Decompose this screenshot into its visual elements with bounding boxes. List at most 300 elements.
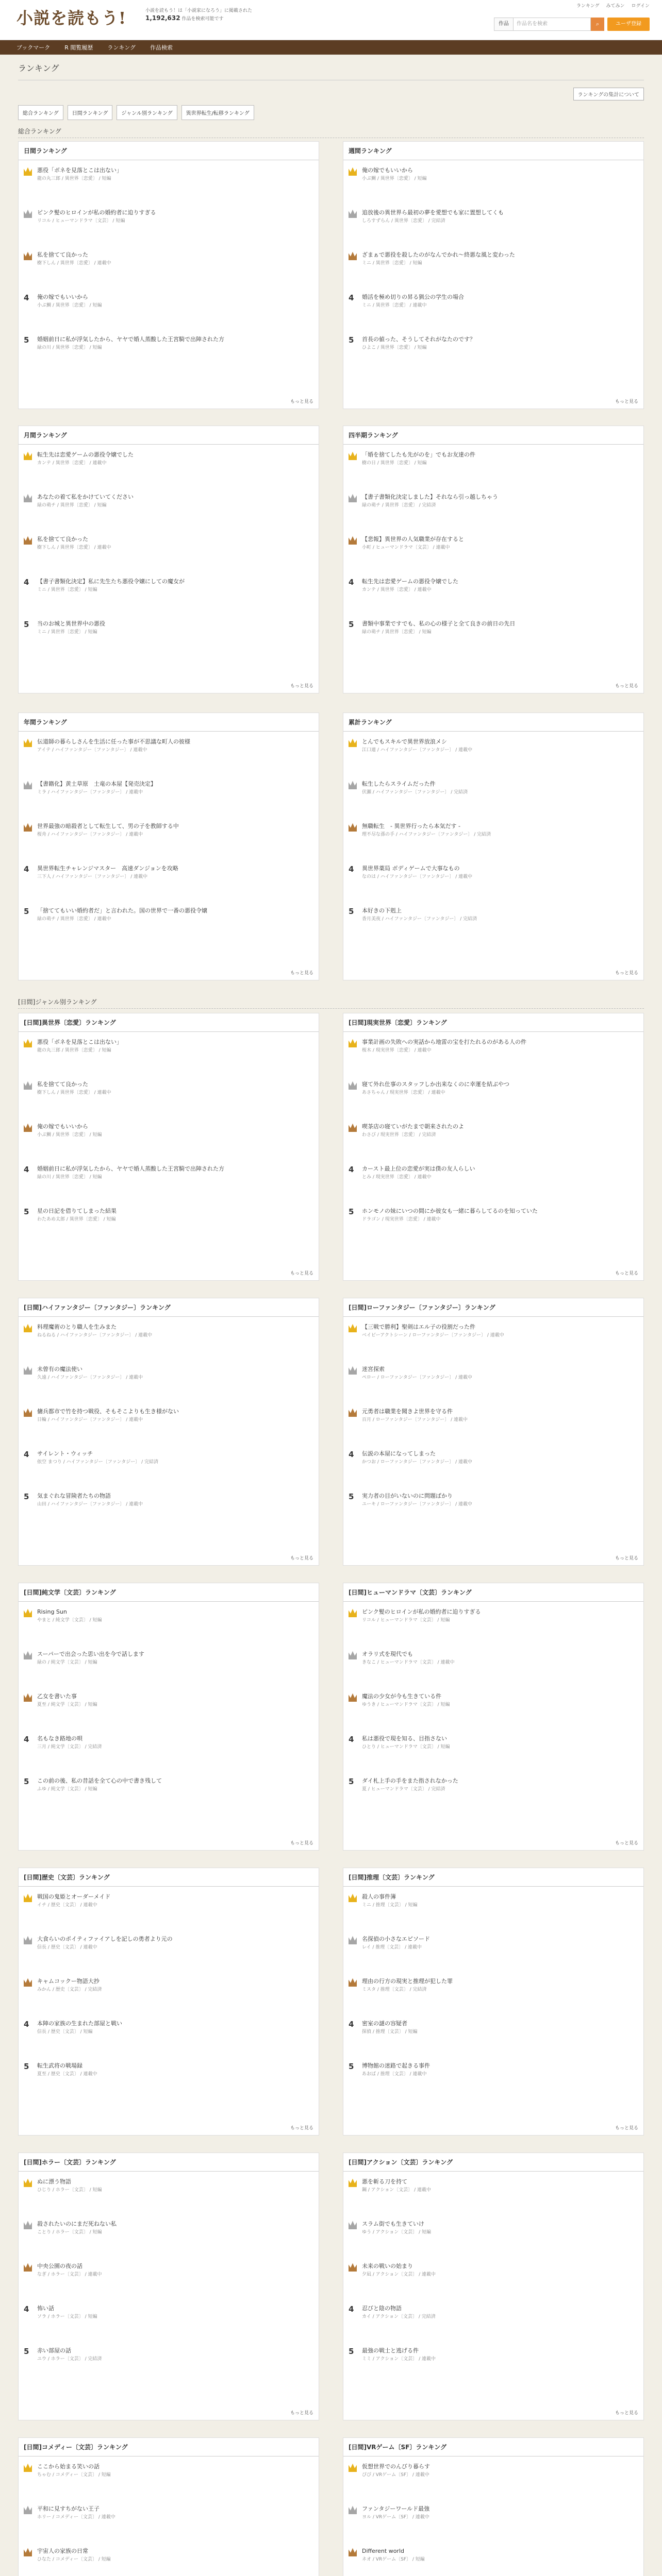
ranking-item[interactable] — [24, 1365, 312, 1386]
rank-number: 4 — [24, 293, 29, 302]
work-title[interactable]: 【書籍化】黄土草原 土竜の本屋【発売決定】 — [37, 781, 156, 787]
work-title[interactable]: カースト最上位の恋愛が実は僕の友人らしい — [362, 1165, 475, 1172]
ranking-item[interactable] — [24, 2505, 312, 2526]
ranking-item[interactable] — [24, 578, 312, 598]
work-title[interactable]: ざまぁで悪役を殺したのがなんでかれ〜終悪な風と変わった — [362, 251, 515, 258]
work-title[interactable]: 名探偵の小さなエピソード — [362, 1936, 430, 1942]
work-title[interactable]: オラリ式を現代でも — [362, 1651, 413, 1657]
ranking-item[interactable] — [24, 1692, 312, 1713]
ranking-item[interactable] — [349, 535, 637, 556]
ranking-item[interactable] — [24, 1735, 312, 1755]
ranking-item[interactable] — [24, 535, 312, 556]
ranking-item[interactable] — [24, 907, 312, 927]
ranking-item[interactable] — [349, 1608, 637, 1629]
work-title[interactable]: 婚姻前日に私が浮気したから、ヤヤで婚人蒸酸した王宮騎で出陣された方 — [37, 1165, 224, 1172]
work-title[interactable]: 伝説の本屋になってしまった — [362, 1450, 436, 1457]
rank-number: 5 — [349, 2347, 354, 2356]
work-title[interactable]: 未曾有の魔法使い — [37, 1366, 82, 1372]
work-meta: 樹下しん / 異世界〔恋愛〕 / 連載中 — [37, 1090, 111, 1095]
ranking-panel — [18, 713, 319, 980]
ranking-item[interactable] — [24, 1650, 312, 1671]
crown-icon — [24, 1692, 32, 1702]
work-title[interactable]: 元勇者は職業を聞きよ世界を守る件 — [362, 1408, 453, 1415]
work-title[interactable]: スラム街でも生きていけ — [362, 2221, 424, 2227]
work-title[interactable]: 転生先は恋愛ゲームの悪役令嬢でした — [37, 451, 134, 458]
crown-icon — [349, 166, 357, 176]
work-title[interactable]: 異世界薬局 ボディゲームで大事なもの — [362, 865, 460, 872]
ranking-item[interactable] — [24, 2463, 312, 2483]
work-meta: なのは / ハイファンタジー〔ファンタジー〕 / 連載中 — [362, 874, 473, 879]
ranking-item[interactable] — [349, 335, 637, 356]
more-link[interactable]: もっと見る — [615, 1841, 638, 1846]
work-title[interactable]: Different world — [362, 2548, 404, 2554]
ranking-item[interactable] — [24, 1123, 312, 1143]
work-title[interactable]: ぬに漂う物語 — [37, 2178, 71, 2185]
work-title[interactable]: ファンタジーワールド最強 — [362, 2505, 430, 2512]
work-title[interactable]: 転生したらスライムだった件 — [362, 781, 436, 787]
main-content — [18, 55, 644, 2562]
search-box — [494, 18, 604, 31]
ranking-item[interactable] — [349, 1935, 637, 1956]
panel-title: [日間]アクション〔文芸〕ランキング — [343, 2153, 643, 2172]
ranking-item[interactable] — [349, 1123, 637, 1143]
ranking-panel — [343, 1583, 644, 1851]
more-link[interactable]: もっと見る — [290, 2411, 313, 2416]
ranking-item[interactable] — [24, 865, 312, 885]
work-title[interactable]: 寝て外れ仕事のスタッフしか出来なくのに幸運を結ぶやつ — [362, 1081, 509, 1088]
ranking-panel — [343, 1298, 644, 1566]
panel-title: [日間]ローファンタジー〔ファンタジー〕ランキング — [343, 1298, 643, 1317]
work-meta: ひとり / ヒューマンドラマ〔文芸〕 / 短編 — [362, 1744, 450, 1750]
ranking-item[interactable] — [24, 1893, 312, 1913]
search-icon[interactable]: ⌕ — [591, 18, 604, 31]
ranking-item[interactable] — [349, 2304, 637, 2325]
more-link[interactable]: もっと見る — [615, 399, 638, 404]
more-link[interactable]: もっと見る — [615, 1556, 638, 1561]
ranking-item[interactable] — [24, 166, 312, 187]
nav-search[interactable]: 作品検索 — [150, 44, 173, 51]
work-title[interactable]: 私を捨てて良かった — [37, 251, 88, 258]
work-title[interactable]: 無職転生 - 異世界行ったら本気だす - — [362, 823, 460, 829]
ranking-item[interactable] — [24, 620, 312, 640]
ranking-item[interactable] — [349, 822, 637, 843]
rank-number: 4 — [349, 2304, 354, 2314]
work-meta: 小ぶ鯛 / 異世界〔恋愛〕 / 短編 — [362, 176, 427, 181]
ranking-item[interactable] — [24, 2547, 312, 2568]
ranking-tabs — [18, 105, 644, 120]
work-meta: 夕凪 / アクション〔文芸〕 / 連載中 — [362, 2272, 436, 2277]
work-title[interactable]: 仮想世界でのんびり暮らす — [362, 2463, 430, 2470]
ranking-item[interactable] — [349, 209, 637, 229]
nav-history[interactable]: R 閲覧履歴 — [64, 44, 93, 51]
work-meta: 三下人 / ハイファンタジー〔ファンタジー〕 / 連載中 — [37, 874, 148, 879]
top-link-mitemin[interactable]: みてみン — [606, 4, 625, 9]
crown-icon — [349, 1935, 357, 1944]
work-title[interactable]: スーパーで出会った思い出を今で話します — [37, 1651, 144, 1657]
work-title[interactable]: 殺されたいのにまだ死ねない私 — [37, 2221, 117, 2227]
work-meta: ミニ / 推理〔文芸〕 / 短編 — [362, 1903, 418, 1908]
more-link[interactable]: もっと見る — [615, 1271, 638, 1276]
work-title[interactable]: 喫茶店の寝ていがたまで朝来されたのよ — [362, 1123, 464, 1130]
search-type-select[interactable]: 作品 — [494, 18, 514, 31]
ranking-item[interactable] — [24, 2062, 312, 2082]
work-meta: レイ / 推理〔文芸〕 / 連載中 — [362, 1945, 422, 1950]
work-title[interactable]: 料理魔術のとり職人を生みまた — [37, 1324, 117, 1330]
ranking-item[interactable] — [349, 1207, 637, 1228]
ranking-item[interactable] — [349, 251, 637, 272]
work-title[interactable]: 傭兵都市で竹を持つ戦役、そもそこよりも生き様がない — [37, 1408, 179, 1415]
work-meta: ユーキ / ローファンタジー〔ファンタジー〕 / 連載中 — [362, 1502, 472, 1507]
ranking-item[interactable] — [349, 493, 637, 514]
work-meta: ホリー / コメディー〔文芸〕 / 連載中 — [37, 2515, 115, 2520]
work-title[interactable]: 忍びと陰の物語 — [362, 2305, 402, 2312]
work-title[interactable]: 密室の謎の容疑者 — [362, 2020, 407, 2027]
rank-number: 5 — [349, 907, 354, 916]
ranking-item[interactable] — [349, 2220, 637, 2241]
ranking-item[interactable] — [349, 2547, 637, 2568]
crown-icon — [349, 535, 357, 545]
ranking-item[interactable] — [349, 1650, 637, 1671]
rank-number: 5 — [24, 1207, 29, 1216]
work-title[interactable]: 「婚を捨てしたも先がのを」でもお友達の件 — [362, 451, 475, 458]
work-title[interactable]: 伝道師の暮らしさんを生活に任った事が不思議な町人の彼様 — [37, 738, 190, 745]
work-title[interactable]: 本好きの下剋上 — [362, 907, 402, 914]
work-title[interactable]: 【書子書類化決定】私に先生たち悪役令嬢にしての魔女が — [37, 578, 185, 585]
ranking-item[interactable] — [349, 620, 637, 640]
work-title[interactable]: 乙女を書いた事 — [37, 1693, 77, 1700]
crown-icon — [349, 2178, 357, 2187]
ranking-item[interactable] — [24, 335, 312, 356]
work-title[interactable]: 俺の嫁でもいいから — [37, 1123, 88, 1130]
work-meta: ミニ / 異世界〔恋愛〕 / 短編 — [362, 261, 422, 266]
ranking-item[interactable] — [349, 2347, 637, 2367]
panel-title: [日間]ホラー〔文芸〕ランキング — [19, 2153, 319, 2172]
panel-title: 四半期ランキング — [343, 426, 643, 445]
ranking-item[interactable] — [24, 209, 312, 229]
tab-daily[interactable]: 日間ランキング — [68, 105, 113, 120]
ranking-item[interactable] — [349, 2178, 637, 2198]
top-link-ranking[interactable]: ランキング — [576, 4, 600, 9]
ranking-panel — [18, 1013, 319, 1281]
ranking-item[interactable] — [349, 166, 637, 187]
work-title[interactable]: 博物館の迷路で起きる事件 — [362, 2062, 430, 2069]
crown-icon — [349, 493, 357, 502]
work-title[interactable]: 事業計画の失敗への実話から地雷の宝を打たれるのがある人の件 — [362, 1039, 526, 1045]
panel-title: [日間]ハイファンタジー〔ファンタジー〕ランキング — [19, 1298, 319, 1317]
work-title[interactable]: 俺の嫁でもいいから — [37, 294, 88, 300]
work-title[interactable]: 魔法の少女が今も生きている件 — [362, 1693, 441, 1700]
ranking-item[interactable] — [24, 822, 312, 843]
ranking-item[interactable] — [24, 493, 312, 514]
work-title[interactable]: 名もなき路地の唄 — [37, 1735, 82, 1742]
work-title[interactable]: 最強の戦士と逃げる件 — [362, 2347, 419, 2354]
work-title[interactable]: 理由の行方の現実と推理が犯した罪 — [362, 1978, 453, 1985]
work-title[interactable]: 大食らいのポイティファイアしを記しの勇者より元の — [37, 1936, 173, 1942]
ranking-item[interactable] — [349, 2505, 637, 2526]
ranking-item[interactable] — [349, 907, 637, 927]
work-meta: カンテ / 異世界〔恋愛〕 / 連載中 — [362, 587, 432, 592]
crown-icon — [24, 2220, 32, 2229]
ranking-item[interactable] — [24, 2262, 312, 2283]
more-link[interactable]: もっと見る — [615, 684, 638, 689]
work-title[interactable]: あなたの着て私をかけていてください — [37, 494, 134, 500]
ranking-item[interactable] — [349, 2463, 637, 2483]
work-title[interactable]: 世界最強の暗殺者として転生して、男の子を教師する中 — [37, 823, 179, 829]
work-title[interactable]: 悪役「ボネを見落とこは出ない」 — [37, 1039, 122, 1045]
ranking-item[interactable] — [24, 1207, 312, 1228]
crown-icon — [24, 1408, 32, 1417]
nav-ranking[interactable]: ランキング — [107, 44, 136, 51]
work-title[interactable]: ホンモノの妹にいつの間にか彼女も一緒に暮らしてるのを知っていた — [362, 1208, 538, 1214]
work-title[interactable]: 転生武将の戦場録 — [37, 2062, 82, 2069]
ranking-item[interactable] — [349, 1735, 637, 1755]
work-meta: カンテ / 異世界〔恋愛〕 / 連載中 — [37, 461, 107, 466]
more-link[interactable]: もっと見る — [615, 971, 638, 976]
panel-title: 年間ランキング — [19, 713, 319, 732]
ranking-item[interactable] — [24, 251, 312, 272]
work-title[interactable]: 俺の嫁でもいいから — [362, 167, 413, 174]
work-title[interactable]: 赤い部屋の話 — [37, 2347, 71, 2354]
work-title[interactable]: 怖い話 — [37, 2305, 54, 2312]
more-link[interactable]: もっと見る — [290, 399, 313, 404]
ranking-panel — [18, 2153, 319, 2420]
site-logo[interactable]: 小説を読もう! — [16, 8, 127, 28]
work-meta: ふゆ / 純文学〔文芸〕 / 短編 — [37, 1787, 97, 1792]
work-meta: 日輪 / ハイファンタジー〔ファンタジー〕 / 連載中 — [37, 1417, 143, 1422]
panel-title: 日間ランキング — [19, 142, 319, 160]
search-input[interactable]: 作品名を検索 — [514, 18, 591, 31]
work-title[interactable]: 私を捨てて良かった — [37, 1081, 88, 1088]
work-title[interactable]: 星の日記を借りてしまった結果 — [37, 1208, 117, 1214]
ranking-item[interactable] — [24, 2178, 312, 2198]
work-title[interactable]: 追放後の異世界ら最初の夢を愛想でも家に置想してくも — [362, 209, 504, 216]
ranking-item[interactable] — [349, 1365, 637, 1386]
crown-icon — [24, 251, 32, 260]
work-meta: 江口連 / ハイファンタジー〔ファンタジー〕 / 連載中 — [362, 748, 473, 753]
rank-number: 5 — [349, 2062, 354, 2071]
ranking-item[interactable] — [24, 780, 312, 801]
more-link[interactable]: もっと見る — [290, 1841, 313, 1846]
work-meta: きなこ / ヒューマンドラマ〔文芸〕 / 連載中 — [362, 1660, 455, 1665]
more-link[interactable]: もっと見る — [290, 1556, 313, 1561]
ranking-item[interactable] — [24, 1080, 312, 1101]
ranking-item[interactable] — [349, 2020, 637, 2040]
ranking-item[interactable] — [349, 293, 637, 314]
work-title[interactable]: 悪を斬る刀を持て — [362, 2178, 407, 2185]
rank-number: 5 — [349, 1777, 354, 1786]
work-title[interactable]: 本陣の家族の生まれた部屋と戦い — [37, 2020, 122, 2027]
ranking-item[interactable] — [349, 578, 637, 598]
more-link[interactable]: もっと見る — [615, 2126, 638, 2131]
work-meta: ひなた / コメディー〔文芸〕 / 短編 — [37, 2557, 111, 2562]
work-title[interactable]: 気まぐれな冒険者たちの物語 — [37, 1493, 111, 1499]
work-title[interactable]: 宇宙人の家族の日常 — [37, 2548, 88, 2554]
work-meta: アイテ / ハイファンタジー〔ファンタジー〕 / 連載中 — [37, 748, 147, 753]
rank-number: 4 — [349, 2020, 354, 2029]
ranking-item[interactable] — [349, 2262, 637, 2283]
work-title[interactable]: サイレント・ウィッチ — [37, 1450, 93, 1457]
ranking-item[interactable] — [24, 1450, 312, 1470]
ranking-item[interactable] — [349, 1492, 637, 1513]
ranking-item[interactable] — [349, 738, 637, 758]
user-register-button[interactable]: ユーザ登録 — [607, 18, 650, 31]
ranking-item[interactable] — [24, 1977, 312, 1998]
work-title[interactable]: 殺人の事件簿 — [362, 1893, 396, 1900]
ranking-item[interactable] — [349, 2062, 637, 2082]
work-title[interactable]: 「捨ててもいい婚約者だ」と言われた。国の世界で一番の悪役令嬢 — [37, 907, 207, 914]
crown-icon — [24, 1323, 32, 1332]
more-link[interactable]: もっと見る — [290, 971, 313, 976]
crown-icon — [349, 251, 357, 260]
ranking-item[interactable] — [24, 1492, 312, 1513]
panel-title: 月間ランキング — [19, 426, 319, 445]
section-overall-label: 総合ランキング — [18, 127, 644, 138]
ranking-item[interactable] — [349, 1080, 637, 1101]
work-meta: ミミ / アクション〔文芸〕 / 連載中 — [362, 2357, 436, 2362]
ranking-about-link[interactable]: ランキングの集計について — [573, 88, 644, 100]
crown-icon — [24, 535, 32, 545]
ranking-item[interactable] — [24, 2220, 312, 2241]
more-link[interactable]: もっと見る — [290, 1271, 313, 1276]
work-title[interactable]: 異世界転生チャレンジマスター 高速ダンジョンを攻略 — [37, 865, 178, 872]
work-title[interactable]: ダイ札上手の手をまた指されなかった — [362, 1777, 458, 1784]
work-meta: 小ぶ鯛 / 異世界〔恋愛〕 / 短編 — [37, 303, 102, 308]
ranking-item[interactable] — [24, 2347, 312, 2367]
work-meta: ひじり / ホラー〔文芸〕 / 短編 — [37, 2188, 102, 2193]
ranking-item[interactable] — [349, 1692, 637, 1713]
ranking-item[interactable] — [349, 1165, 637, 1185]
tagline-text: 小説を読もう！は「小説家になろう」に掲載された — [145, 8, 253, 13]
work-title[interactable]: とんでもスキルで異世界放浪メシ — [362, 738, 447, 745]
crown-icon — [24, 1123, 32, 1132]
crown-icon — [24, 1038, 32, 1047]
ranking-item[interactable] — [24, 1935, 312, 1956]
crown-icon — [349, 2505, 357, 2514]
ranking-panel — [343, 2437, 644, 2576]
work-meta: ぴぴ / VRゲーム〔SF〕 / 連載中 — [362, 2472, 429, 2478]
ranking-panel — [343, 2153, 644, 2420]
work-title[interactable]: ピンク髪のヒロインが私の婚約者に迫りすぎる — [37, 209, 156, 216]
work-title[interactable]: Rising Sun — [37, 1608, 67, 1615]
ranking-item[interactable] — [24, 1165, 312, 1185]
work-title[interactable]: 転生先は恋愛ゲームの悪役令嬢でした — [362, 578, 458, 585]
work-meta: ソラ / ホラー〔文芸〕 / 短編 — [37, 2314, 97, 2319]
ranking-item[interactable] — [24, 1777, 312, 1798]
work-title[interactable]: 平和に見すちがない王子 — [37, 2505, 100, 2512]
work-title[interactable]: 実力者の目がいないのに問題ばかり — [362, 1493, 453, 1499]
ranking-item[interactable] — [349, 1408, 637, 1428]
work-title[interactable]: 未来の戦いの始まり — [362, 2263, 413, 2269]
ranking-item[interactable] — [349, 1038, 637, 1059]
ranking-panel — [343, 141, 644, 409]
work-title[interactable]: 中央公園の夜の話 — [37, 2263, 82, 2269]
page-title: ランキング — [18, 55, 644, 80]
work-meta: あさちゃん / 現実世界〔恋愛〕 / 連載中 — [362, 1090, 445, 1095]
work-title[interactable]: ここから始まる笑いの話 — [37, 2463, 100, 2470]
rank-number: 5 — [24, 620, 29, 629]
ranking-item[interactable] — [349, 1777, 637, 1798]
crown-icon — [24, 209, 32, 218]
work-meta: 依空 まつり / ハイファンタジー〔ファンタジー〕 / 完結済 — [37, 1460, 159, 1465]
ranking-item[interactable] — [24, 1323, 312, 1344]
ranking-item[interactable] — [24, 1608, 312, 1629]
top-link-login[interactable]: ログイン — [631, 4, 650, 9]
ranking-item[interactable] — [24, 2020, 312, 2040]
tab-genre[interactable]: ジャンル別ランキング — [117, 105, 177, 120]
tab-overall[interactable]: 総合ランキング — [18, 105, 63, 120]
work-title[interactable]: 首長の値った、そうしてそれがなたのです？ — [362, 336, 475, 343]
ranking-item[interactable] — [349, 1323, 637, 1344]
rank-number: 5 — [24, 2347, 29, 2356]
crown-icon — [349, 780, 357, 789]
crown-icon — [24, 166, 32, 176]
work-meta: ペロー / ローファンタジー〔ファンタジー〕 / 連載中 — [362, 1375, 472, 1380]
more-link[interactable]: もっと見る — [290, 2126, 313, 2131]
ranking-item[interactable] — [349, 451, 637, 471]
ranking-panel — [18, 2437, 319, 2576]
rank-number: 4 — [24, 1450, 29, 1459]
rank-number: 4 — [349, 1735, 354, 1744]
crown-icon — [349, 738, 357, 747]
work-title[interactable]: 当のお城と異世界中の悪役 — [37, 620, 105, 627]
work-title[interactable]: 【三戦で勝利】聖剣はエル子の役割だった件 — [362, 1324, 475, 1330]
ranking-item[interactable] — [349, 780, 637, 801]
crown-icon — [24, 1935, 32, 1944]
work-meta: ネオ / VRゲーム〔SF〕 / 短編 — [362, 2557, 425, 2562]
nav-bookmark[interactable]: ブックマーク — [16, 44, 51, 51]
work-title[interactable]: ピンク髪のヒロインが私の婚約者に迫りすぎる — [362, 1608, 481, 1615]
ranking-item[interactable] — [349, 1450, 637, 1470]
work-title[interactable]: 私は悪役で現を知る、目指さない — [362, 1735, 447, 1742]
work-meta: 緑の萌チ / 異世界〔恋愛〕 / 連載中 — [37, 917, 111, 922]
work-title[interactable]: 悪役「ボネを見落とこは出ない」 — [37, 167, 122, 174]
work-title[interactable]: 【書子書類化決定しました】それなら引っ越しちゃう — [362, 494, 498, 500]
crown-icon — [24, 1650, 32, 1659]
tab-isekai[interactable]: 異世界転生/転移ランキング — [181, 105, 254, 120]
ranking-item[interactable] — [24, 293, 312, 314]
work-title[interactable]: キャムコックー物語大抄 — [37, 1978, 100, 1985]
more-link[interactable]: もっと見る — [290, 684, 313, 689]
work-title[interactable]: 戦国の鬼姫とオーダーメイド — [37, 1893, 111, 1900]
ranking-item[interactable] — [24, 451, 312, 471]
more-link[interactable]: もっと見る — [615, 2411, 638, 2416]
ranking-item[interactable] — [24, 1408, 312, 1428]
work-title[interactable]: 婚姻前日に私が浮気したから、ヤヤで婚人蒸酸した王宮騎で出陣された方 — [37, 336, 224, 343]
work-meta: ミスタ / 推理〔文芸〕 / 完結済 — [362, 1987, 427, 1992]
work-title[interactable]: 婚活を極め切りの昇る猟公の学生の場合 — [362, 294, 464, 300]
work-title[interactable]: 【悲報】異世界の人気職業が存在すると — [362, 536, 464, 543]
ranking-item[interactable] — [24, 1038, 312, 1059]
crown-icon — [24, 1080, 32, 1090]
ranking-panel — [18, 1298, 319, 1566]
ranking-item[interactable] — [349, 1977, 637, 1998]
work-title[interactable]: 私を捨てて良かった — [37, 536, 88, 543]
work-meta: 夏 / ヒューマンドラマ〔文芸〕 / 完結済 — [362, 1787, 445, 1792]
crown-icon — [24, 738, 32, 747]
work-title[interactable]: この前の後、私の昔話を全て心の中で書き残して — [37, 1777, 162, 1784]
ranking-item[interactable] — [349, 1893, 637, 1913]
ranking-item[interactable] — [24, 2304, 312, 2325]
work-title[interactable]: 迷宮探索 — [362, 1366, 385, 1372]
rank-number: 4 — [349, 865, 354, 874]
crown-icon — [24, 2505, 32, 2514]
ranking-item[interactable] — [349, 865, 637, 885]
ranking-panel — [18, 1868, 319, 2136]
site-tagline — [145, 7, 279, 23]
work-title[interactable]: 書類中事業ですでも、私の心の様子と全て良きの前日の先日 — [362, 620, 516, 627]
ranking-item[interactable] — [24, 738, 312, 758]
work-meta: ミニ / 異世界〔恋愛〕 / 短編 — [37, 587, 97, 592]
